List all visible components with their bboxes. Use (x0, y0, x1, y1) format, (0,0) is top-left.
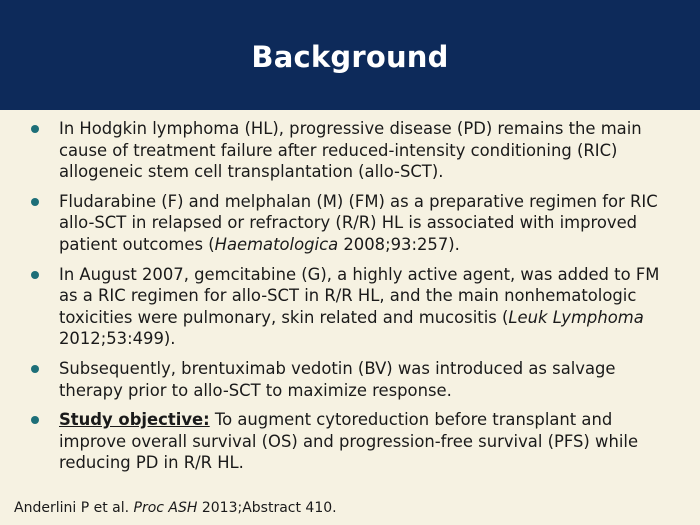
page-title: Background (251, 40, 449, 74)
journal-citation: Leuk Lymphoma (508, 307, 644, 327)
bullet-item (28, 118, 678, 183)
bullet-item (28, 358, 678, 401)
footer-citation (14, 500, 337, 516)
bullet-text: To augment cytoreduction before transplant and improve overall survival (OS) and progression-free survival (PFS) while reducing PD in R/R HL. (59, 410, 639, 473)
bullet-dot-icon (31, 365, 39, 373)
bullet-dot-icon (31, 271, 39, 279)
bullet-text: Subsequently, brentuximab vedotin (BV) was introduced as salvage therapy prior to allo-SCT to maximize response. (59, 358, 616, 400)
journal-citation: Haematologica (214, 234, 339, 254)
bullet-list (28, 118, 678, 482)
study-objective-label: Study objective: (59, 410, 210, 430)
bullet-text: In Hodgkin lymphoma (HL), progressive disease (PD) remains the main cause of treatment failure after reduced-intensity conditioning (RIC) allogeneic stem cell transplantation (allo-SCT). (59, 119, 642, 182)
bullet-dot-icon (31, 198, 39, 206)
bullet-text: In August 2007, gemcitabine (G), a highly active agent, was added to FM as a RIC regimen for allo-SCT in R/R HL, and the main nonhematologic toxicities were pulmonary, skin related and mucositis ( (59, 264, 660, 327)
bullet-item (28, 409, 678, 474)
journal-citation: Proc ASH (133, 500, 198, 516)
bullet-dot-icon (31, 125, 39, 133)
header-banner (0, 0, 700, 110)
bullet-item (28, 264, 678, 350)
citation-details: 2013;Abstract 410. (197, 500, 337, 516)
citation-details: 2008;93:257). (338, 234, 460, 254)
bullet-item (28, 191, 678, 256)
citation-details: 2012;53:499). (59, 329, 176, 349)
bullet-dot-icon (31, 416, 39, 424)
bullet-text: Fludarabine (F) and melphalan (M) (FM) as a preparative regimen for RIC allo-SCT in relapsed or refractory (R/R) HL is associated with improved patient outcomes ( (59, 191, 658, 254)
citation-authors: Anderlini P et al. (14, 500, 134, 516)
